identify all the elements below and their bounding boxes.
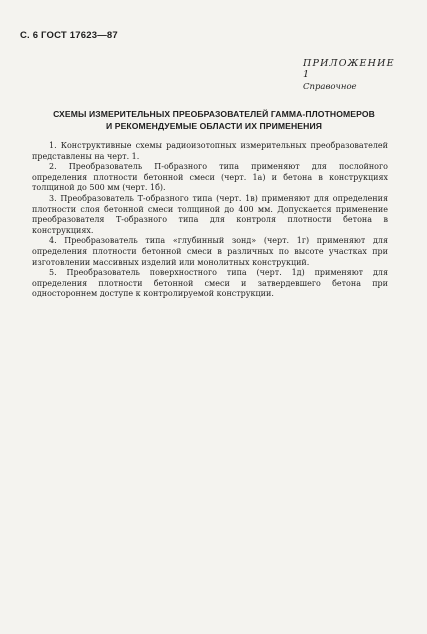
paragraph-4: 4. Преобразователь типа «глубинный зонд» (черт. 1г) применяют для определения плотности бетонной смеси в различных по высоте участках при изготовлении массивных изделий или монолитных конструкций. — [32, 236, 388, 267]
title-line-1: СХЕМЫ ИЗМЕРИТЕЛЬНЫХ ПРЕОБРАЗОВАТЕЛЕЙ ГАММА-ПЛОТНОМЕРОВ — [53, 109, 375, 119]
appendix-title: ПРИЛОЖЕНИЕ 1 — [303, 58, 395, 80]
title-line-2: И РЕКОМЕНДУЕМЫЕ ОБЛАСТИ ИХ ПРИМЕНЕНИЯ — [106, 121, 322, 131]
document-title — [18, 108, 410, 132]
body-text — [32, 141, 388, 300]
paragraph-1: 1. Конструктивные схемы радиоизотопных измерительных преобразователей представлены на черт. 1. — [32, 141, 388, 161]
paragraph-3: 3. Преобразователь Т-образного типа (черт. 1в) применяют для определения плотности слоя бетонной смеси толщиной до 400 мм. Допускается применение преобразователя Т-образного типа для контроля плотности бетона в конструкциях. — [32, 193, 388, 235]
page-header: С. 6 ГОСТ 17623—87 — [20, 30, 118, 41]
appendix-label — [303, 58, 399, 92]
paragraph-5: 5. Преобразователь поверхностного типа (черт. 1д) применяют для определения плотности бетонной смеси и затвердевшего бетона при одностороннем доступе к контролируемой конструкции. — [32, 268, 388, 299]
appendix-subtitle: Справочное — [303, 82, 357, 92]
paragraph-2: 2. Преобразователь П-образного типа применяют для послойного определения плотности бетонной смеси (черт. 1а) и бетона в конструкциях толщиной до 500 мм (черт. 1б). — [32, 162, 388, 193]
